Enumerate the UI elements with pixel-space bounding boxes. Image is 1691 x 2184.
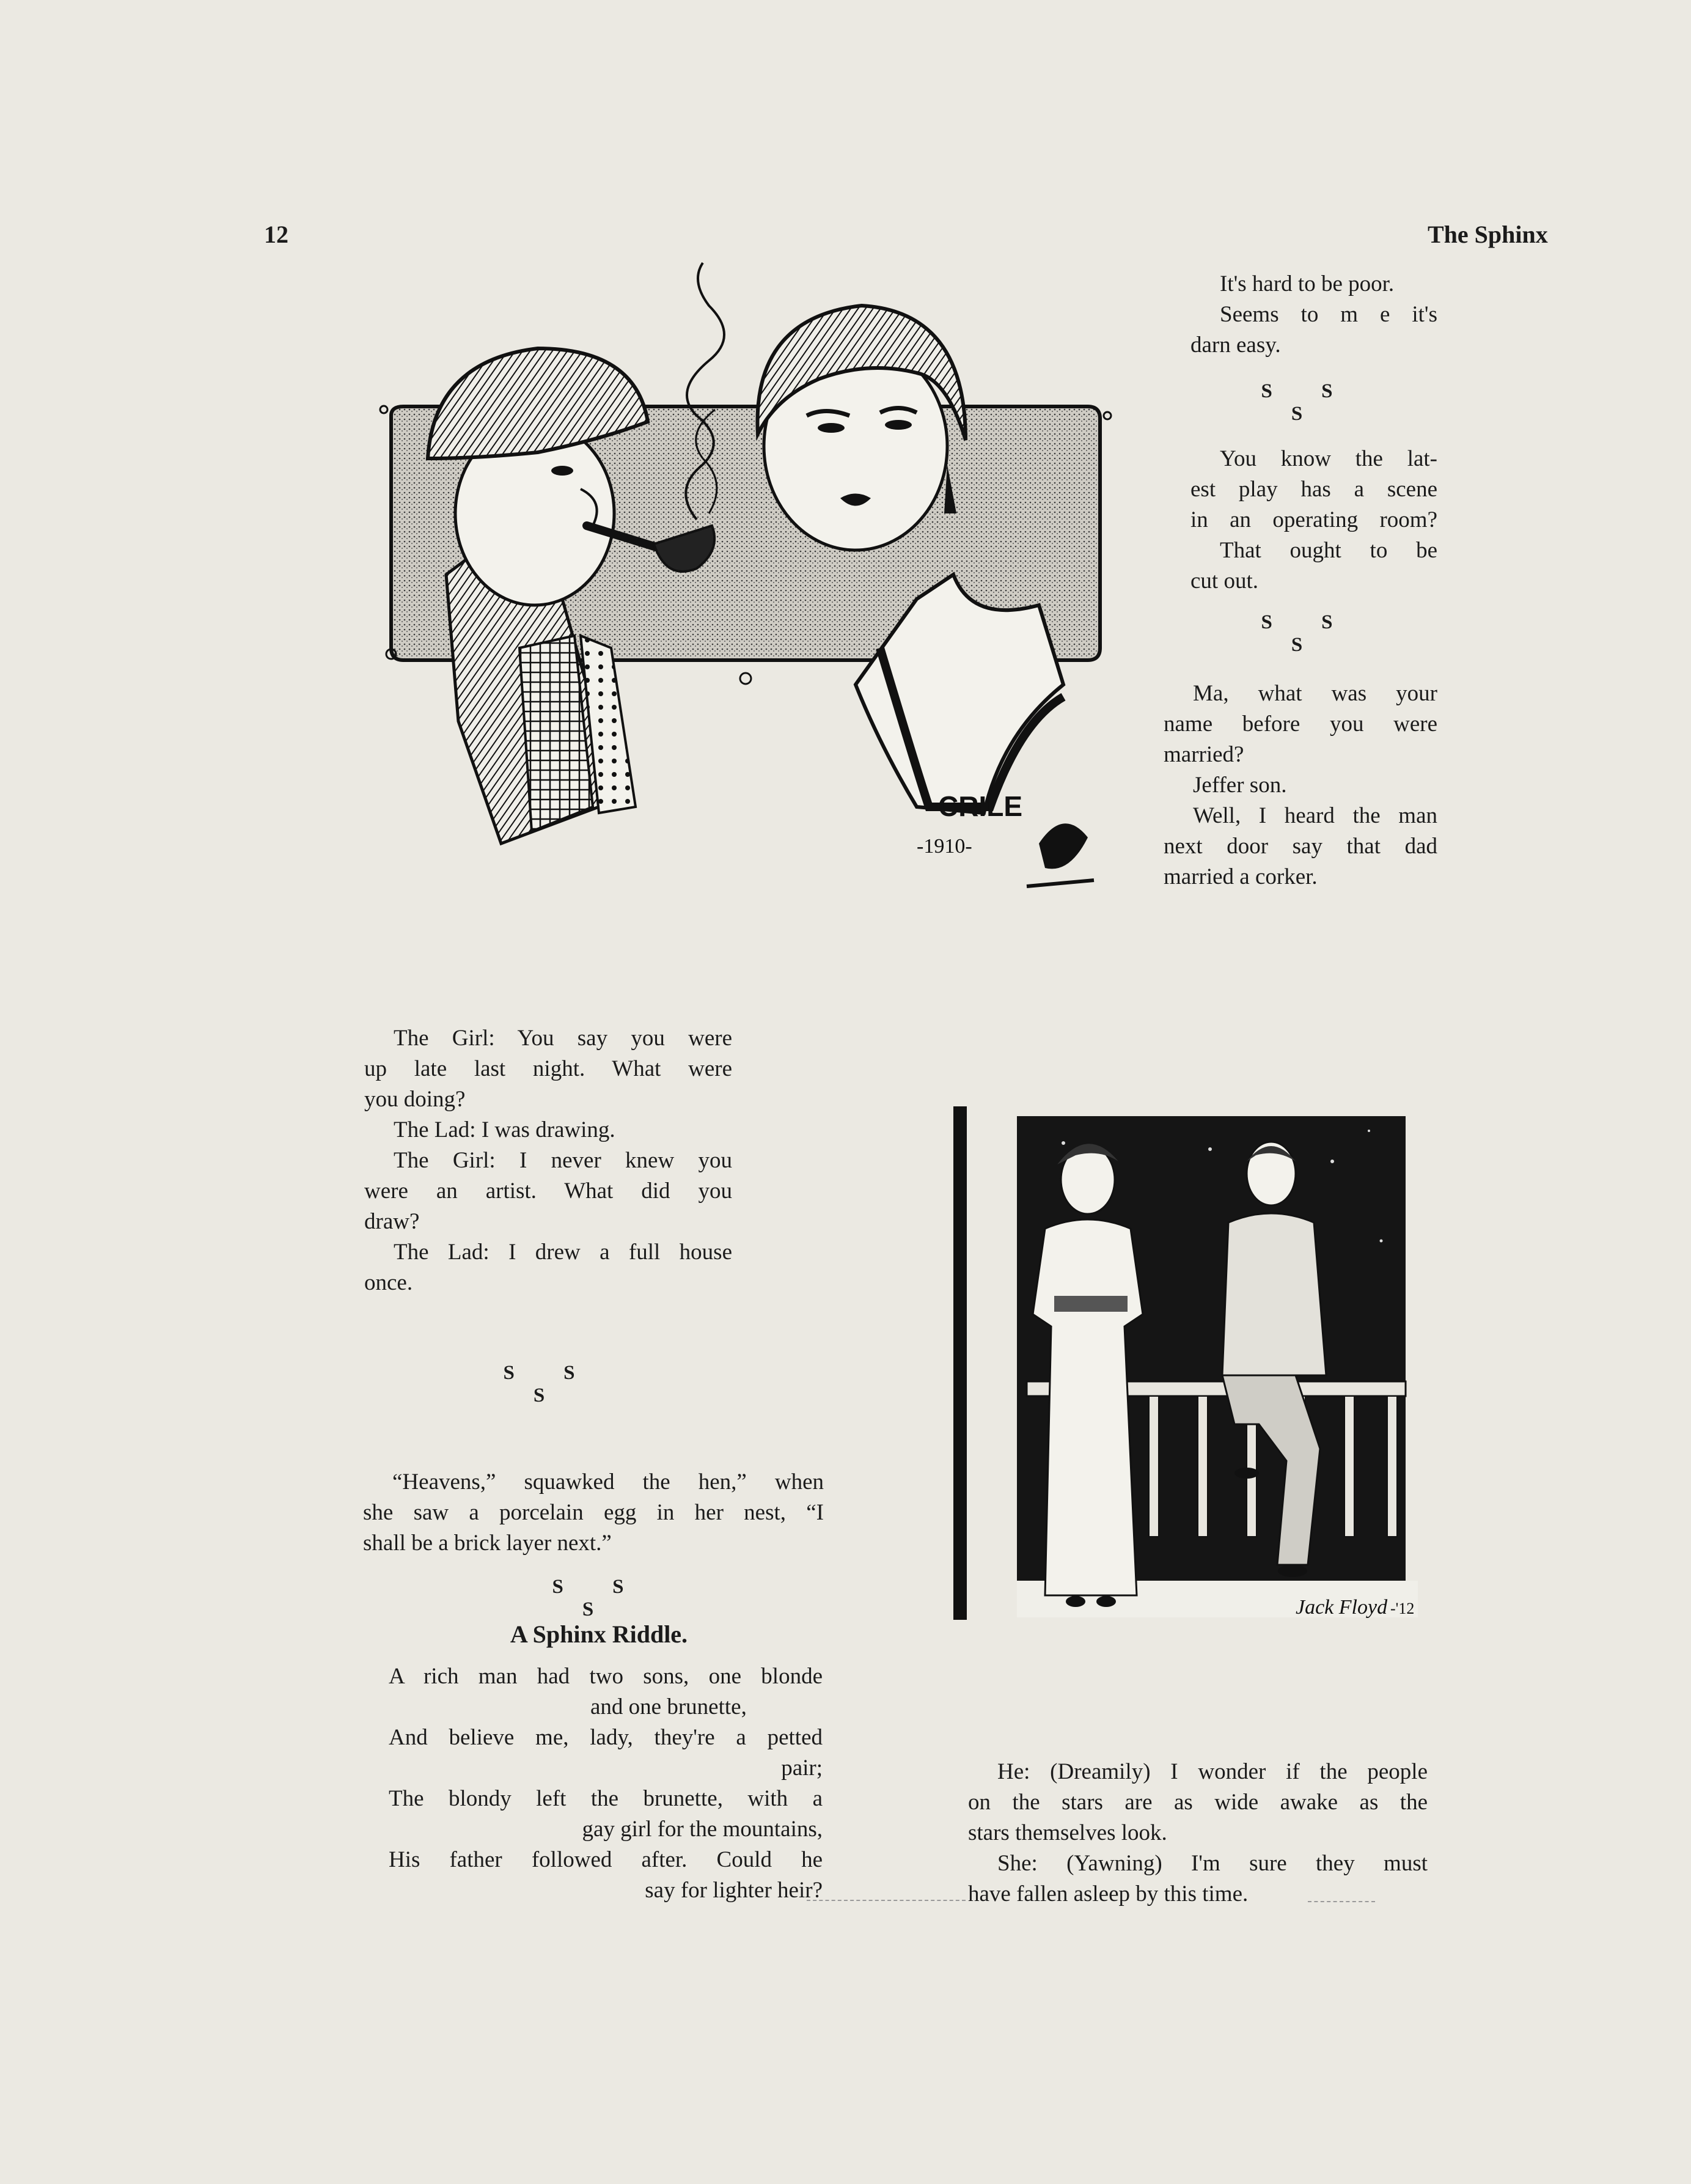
magazine-title: The Sphinx (1428, 221, 1548, 248)
divider (1308, 1901, 1375, 1902)
joke-poor (1190, 269, 1437, 361)
text-line: cut out. (1190, 568, 1258, 594)
text-line: est play has a scene (1190, 477, 1437, 502)
sphinx-riddle (389, 1661, 823, 1906)
text-line: name before you were (1164, 711, 1437, 737)
text-line: say for lighter heir? (645, 1878, 823, 1903)
text-line: You know the lat- (1220, 446, 1437, 471)
page-number: 12 (264, 221, 288, 248)
text-line: darn easy. (1190, 333, 1281, 358)
text-line: stars themselves look. (968, 1820, 1167, 1845)
text-line: have fallen asleep by this time. (968, 1881, 1249, 1906)
text-line: Ma, what was your (1193, 681, 1437, 706)
text-line: The Lad: I was drawing. (394, 1117, 615, 1142)
text-line: It's hard to be poor. (1220, 271, 1395, 296)
joke-stars (968, 1757, 1428, 1910)
text-line: draw? (364, 1209, 420, 1234)
text-line: Seems to m e it's (1220, 302, 1437, 327)
text-line: next door say that dad (1164, 834, 1437, 859)
artist-signature-floyd: Jack Floyd (1296, 1596, 1388, 1619)
text-line: His father followed after. Could he (389, 1847, 823, 1872)
text-line: in an operating room? (1190, 507, 1437, 532)
illustration-pipe-couple (379, 257, 1112, 905)
text-line: and one brunette, (590, 1694, 747, 1719)
text-line: The Lad: I drew a full house (394, 1240, 732, 1265)
text-line: The Girl: I never knew you (394, 1148, 732, 1173)
text-line: Well, I heard the man (1193, 803, 1437, 828)
text-line: She: (Yawning) I'm sure they must (997, 1851, 1428, 1876)
text-line: shall be a brick layer next.” (363, 1531, 612, 1556)
divider (807, 1900, 966, 1901)
artist-signature-crile: CRILE (938, 790, 1022, 822)
text-line: married a corker. (1164, 864, 1318, 889)
text-line: you doing? (364, 1087, 466, 1112)
text-line: A rich man had two sons, one blonde (389, 1664, 823, 1689)
joke-operating-room (1190, 444, 1437, 597)
text-line: gay girl for the mountains, (582, 1817, 823, 1842)
text-line: she saw a porcelain egg in her nest, “I (363, 1500, 824, 1525)
text-line: Jeffer son. (1193, 773, 1287, 798)
text-line: He: (Dreamily) I wonder if the people (997, 1759, 1428, 1784)
separator-sss: S S S (1261, 380, 1355, 425)
separator-sss: S S S (1261, 611, 1355, 656)
separator-sss: S S S (552, 1576, 646, 1620)
separator-sss: S S S (503, 1362, 597, 1406)
text-line: The Girl: You say you were (394, 1026, 732, 1051)
text-line: on the stars are as wide awake as the (968, 1790, 1428, 1815)
text-line: were an artist. What did you (364, 1178, 732, 1204)
text-line: once. (364, 1270, 413, 1295)
text-line: “Heavens,” squawked the hen,” when (392, 1469, 824, 1495)
text-line: That ought to be (1220, 538, 1437, 563)
joke-corker (1164, 678, 1437, 892)
artist-year: -1910- (917, 835, 972, 858)
text-line: up late last night. What were (364, 1056, 732, 1081)
text-line: And believe me, lady, they're a petted (389, 1725, 823, 1750)
joke-hen (363, 1467, 824, 1559)
artist-year: -'12 (1390, 1600, 1415, 1617)
text-line: pair; (781, 1756, 823, 1781)
riddle-title: A Sphinx Riddle. (510, 1620, 688, 1648)
illustration-porch-couple (953, 1106, 1418, 1632)
text-line: married? (1164, 742, 1244, 767)
text-line: The blondy left the brunette, with a (389, 1786, 823, 1811)
joke-full-house (364, 1023, 732, 1298)
